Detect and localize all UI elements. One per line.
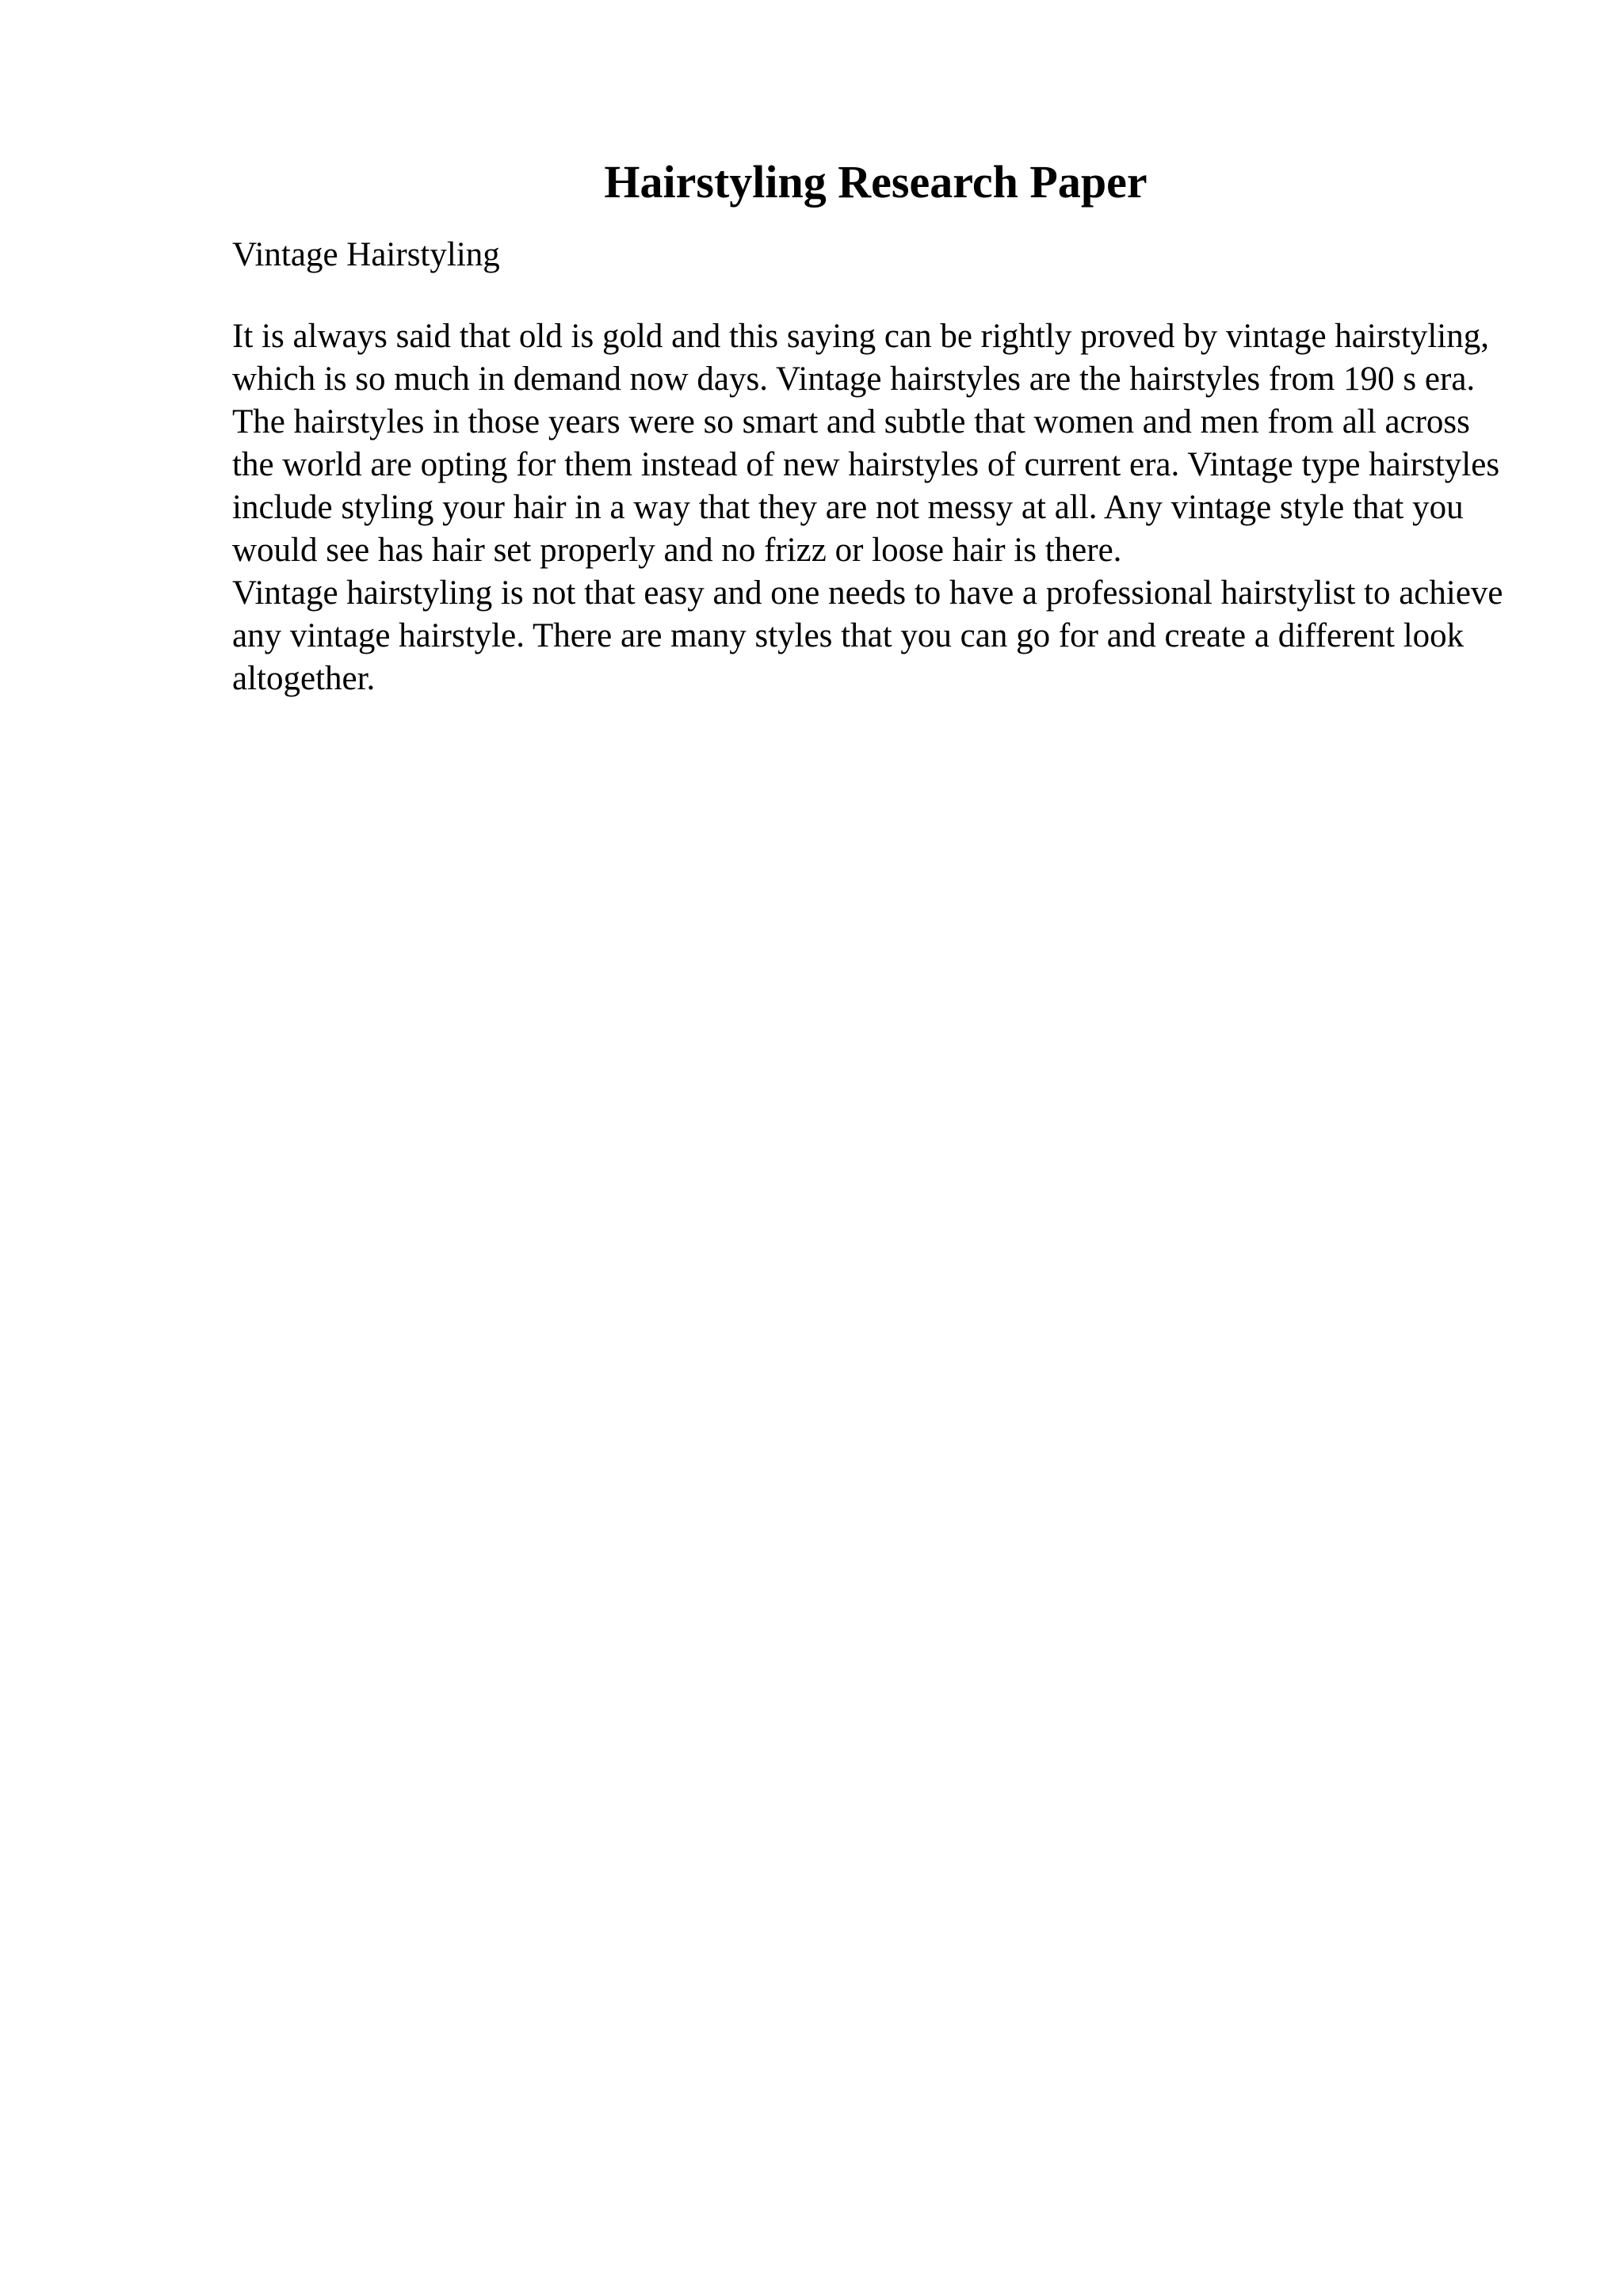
page-title: Hairstyling Research Paper — [604, 156, 1148, 208]
body-paragraph-2: Vintage hairstyling is not that easy and one needs to have a professional hairstylist to achieve any vintage hairstyle. There are many styles that you can go for and create a different look altogether. — [232, 574, 1503, 697]
section-heading: Vintage Hairstyling — [232, 236, 500, 273]
body-paragraph-1: It is always said that old is gold and this saying can be rightly proved by vintage hairstyling, which is so much in demand now days. Vintage hairstyles are the hairstyles from 190 s era. The hairstyles in those years were so smart and subtle that women and men from all across the world are opting for them instead of new hairstyles of current era. Vintage type hairstyles include styling your hair in a way that they are not messy at all. Any vintage style that you would see has hair set properly and no frizz or loose hair is there. — [232, 318, 1500, 569]
document-body — [232, 151, 1516, 700]
